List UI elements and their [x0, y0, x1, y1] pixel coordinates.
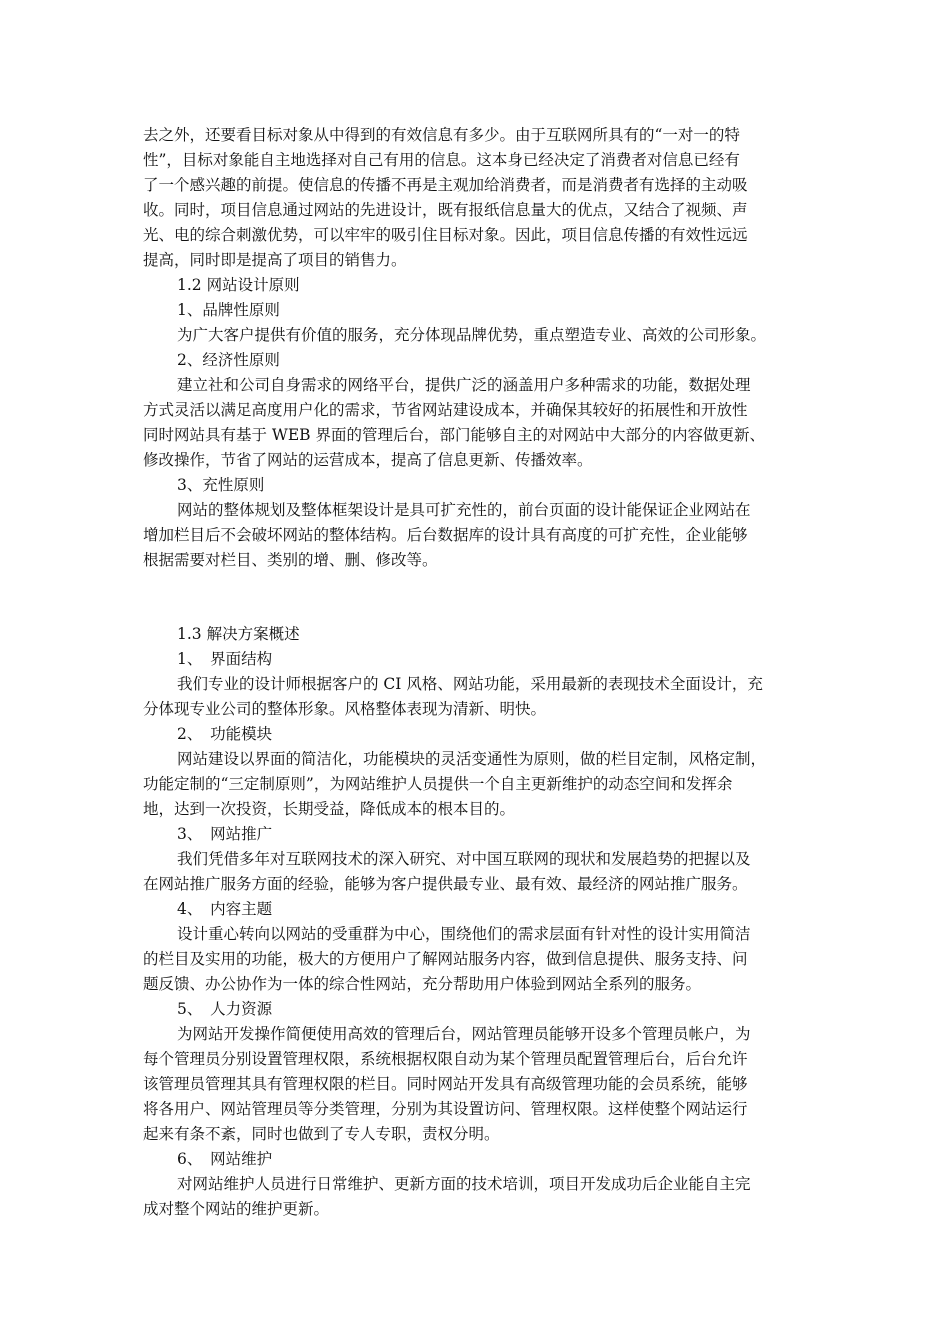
- paragraph-line: 增加栏目后不会破坏网站的整体结构。后台数据库的设计具有高度的可扩充性，企业能够: [143, 526, 748, 544]
- item-title: 5、 人力资源: [177, 1000, 273, 1018]
- paragraph-line: 对网站维护人员进行日常维护、更新方面的技术培训，项目开发成功后企业能自主完: [177, 1175, 751, 1193]
- item-title: 3、充性原则: [177, 476, 265, 494]
- paragraph-line: 建立社和公司自身需求的网络平台，提供广泛的涵盖用户多种需求的功能，数据处理: [177, 376, 751, 394]
- paragraph-line: 地，达到一次投资，长期受益，降低成本的根本目的。: [143, 800, 516, 818]
- paragraph-line: 我们专业的设计师根据客户的 CI 风格、网站功能，采用最新的表现技术全面设计，充: [177, 675, 763, 693]
- item-title: 2、 功能模块: [177, 725, 273, 743]
- item-title: 4、 内容主题: [177, 900, 273, 918]
- paragraph-line: 起来有条不紊，同时也做到了专人专职，责权分明。: [143, 1125, 500, 1143]
- paragraph-line: 收。同时，项目信息通过网站的先进设计，既有报纸信息量大的优点，又结合了视频、声: [143, 201, 748, 219]
- paragraph-line: 同时网站具有基于 WEB 界面的管理后台，部门能够自主的对网站中大部分的内容做更新、: [143, 426, 765, 444]
- paragraph-line: 题反馈、办公协作为一体的综合性网站，充分帮助用户体验到网站全系列的服务。: [143, 975, 702, 993]
- section-1-3: [143, 622, 813, 1222]
- paragraph-line: 将各用户、网站管理员等分类管理，分别为其设置访问、管理权限。这样使整个网站运行: [143, 1100, 748, 1118]
- item-title: 1、品牌性原则: [177, 301, 280, 319]
- paragraph-line: 该管理员管理其具有管理权限的栏目。同时网站开发具有高级管理功能的会员系统，能够: [143, 1075, 748, 1093]
- section-1-1-tail-and-1-2: [143, 123, 813, 573]
- paragraph-line: 每个管理员分别设置管理权限，系统根据权限自动为某个管理员配置管理后台，后台允许: [143, 1050, 748, 1068]
- section-heading-1-2: 1.2 网站设计原则: [177, 276, 300, 294]
- paragraph-line: 分体现专业公司的整体形象。风格整体表现为清新、明快。: [143, 700, 547, 718]
- paragraph-line: 方式灵活以满足高度用户化的需求，节省网站建设成本，并确保其较好的拓展性和开放性: [143, 401, 748, 419]
- paragraph-line: 修改操作，节省了网站的运营成本，提高了信息更新、传播效率。: [143, 451, 593, 469]
- item-title: 6、 网站维护: [177, 1150, 273, 1168]
- paragraph-line: 网站建设以界面的简洁化，功能模块的灵活变通性为原则，做的栏目定制，风格定制，: [177, 750, 767, 768]
- paragraph-line: 根据需要对栏目、类别的增、删、修改等。: [143, 551, 438, 569]
- paragraph-line: 去之外，还要看目标对象从中得到的有效信息有多少。由于互联网所具有的“一对一的特: [143, 126, 740, 144]
- paragraph-line: 在网站推广服务方面的经验，能够为客户提供最专业、最有效、最经济的网站推广服务。: [143, 875, 748, 893]
- paragraph-line: 了一个感兴趣的前提。使信息的传播不再是主观加给消费者，而是消费者有选择的主动吸: [143, 176, 748, 194]
- paragraph-line: 为网站开发操作简便使用高效的管理后台，网站管理员能够开设多个管理员帐户，为: [177, 1025, 751, 1043]
- paragraph-line: 成对整个网站的维护更新。: [143, 1200, 330, 1218]
- paragraph-line: 的栏目及实用的功能，极大的方便用户了解网站服务内容，做到信息提供、服务支持、问: [143, 950, 748, 968]
- paragraph-line: 设计重心转向以网站的受重群为中心，围绕他们的需求层面有针对性的设计实用简洁: [177, 925, 751, 943]
- paragraph-line: 为广大客户提供有价值的服务，充分体现品牌优势，重点塑造专业、高效的公司形象。: [177, 326, 767, 344]
- paragraph-line: 提高，同时即是提高了项目的销售力。: [143, 251, 407, 269]
- item-title: 1、 界面结构: [177, 650, 273, 668]
- paragraph-line: 光、电的综合刺激优势，可以牢牢的吸引住目标对象。因此，项目信息传播的有效性远远: [143, 226, 748, 244]
- item-title: 3、 网站推广: [177, 825, 273, 843]
- paragraph-line: 性”，目标对象能自主地选择对自己有用的信息。这本身已经决定了消费者对信息已经有: [143, 151, 740, 169]
- paragraph-line: 功能定制的“三定制原则”，为网站维护人员提供一个自主更新维护的动态空间和发挥余: [143, 775, 733, 793]
- paragraph-line: 网站的整体规划及整体框架设计是具可扩充性的，前台页面的设计能保证企业网站在: [177, 501, 751, 519]
- item-title: 2、经济性原则: [177, 351, 280, 369]
- section-heading-1-3: 1.3 解决方案概述: [177, 625, 300, 643]
- paragraph-line: 我们凭借多年对互联网技术的深入研究、对中国互联网的现状和发展趋势的把握以及: [177, 850, 751, 868]
